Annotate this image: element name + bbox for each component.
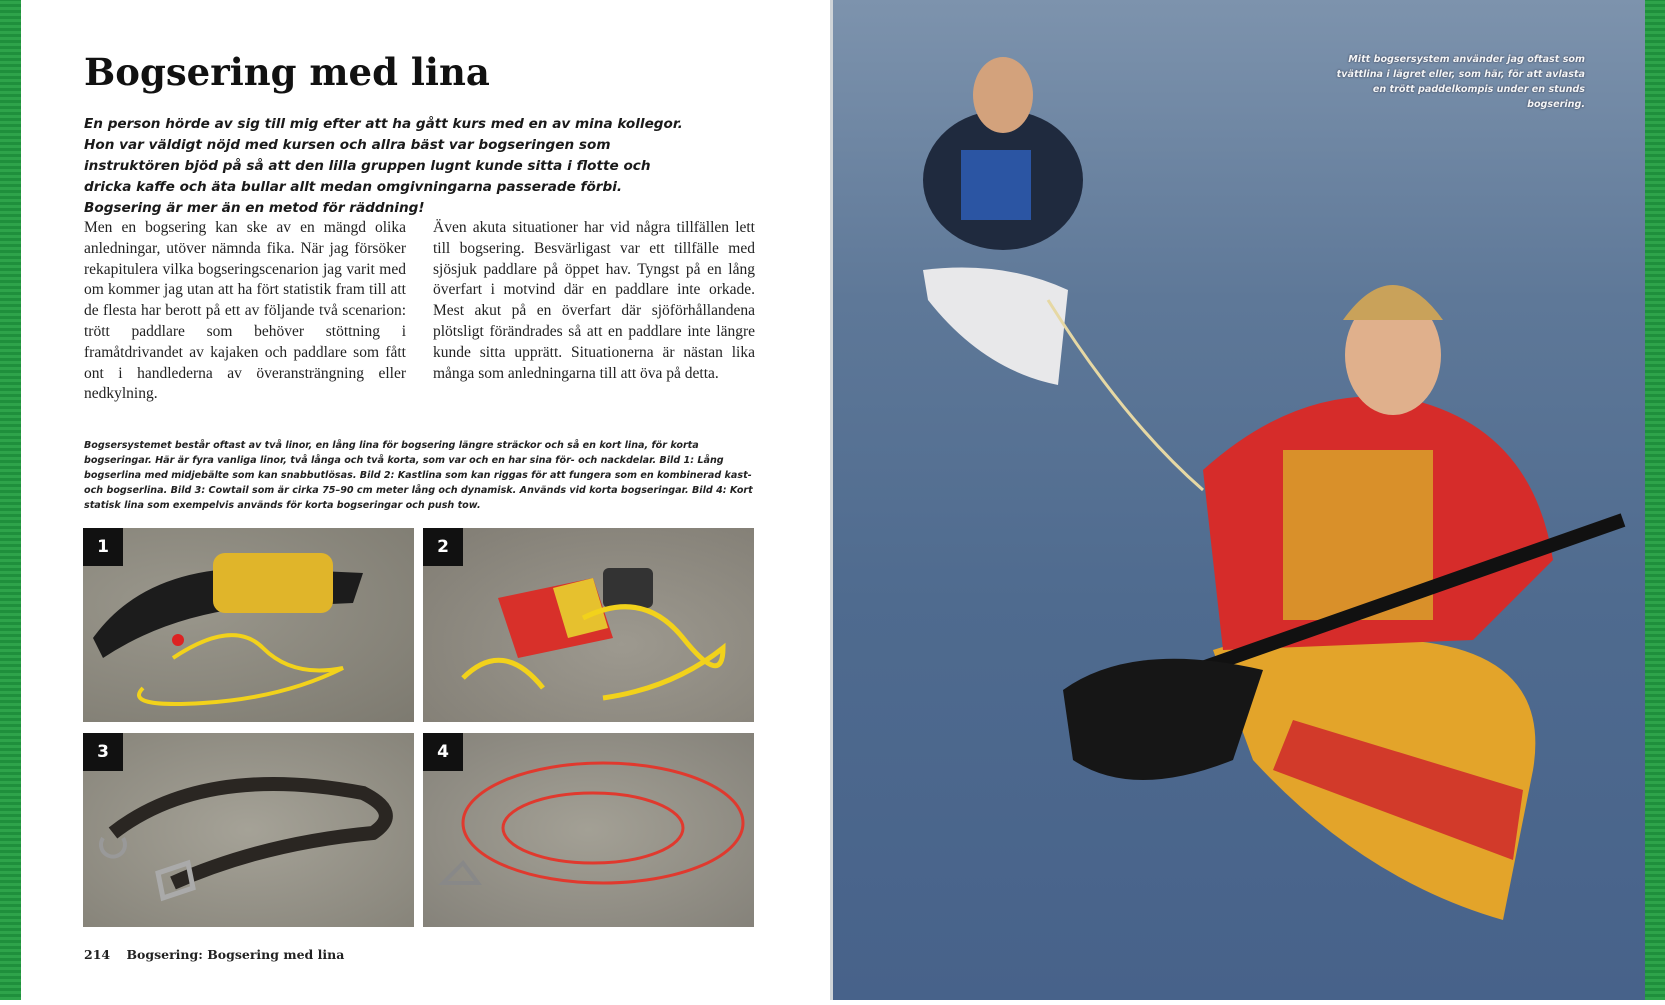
intro-paragraph: En person hörde av sig till mig efter att ha gått kurs med en av mina kollegor. Hon var väldigt nöjd med kursen och allra bäst var bogseringen som instruktören bjöd på så att den lilla gruppen lugnt kunde sitta i flotte och dricka kaffe och äta bullar allt medan omgivningarna passerade förbi. Bogsering är mer än en metod för räddning!: [84, 116, 683, 216]
body-column-2: Även akuta situationer har vid några tillfällen lett till bogsering. Besvärligast var ett tillfälle med sjösjuk paddlare på öppet hav. Tyngst på en lång överfart i motvind där en paddlare inte orkade. Mest akut på en överfart där sjöförhållandena plötsligt förändrades så att en paddlare inte längre kunde sitta upprätt. Situationerna är nästan lika många som anledningarna till att öva på detta.: [433, 219, 755, 382]
photo-number: 2: [423, 528, 463, 566]
tow-belt-illustration: [83, 528, 414, 722]
short-line-illustration: [423, 733, 754, 927]
photo-number: 4: [423, 733, 463, 771]
page-title: Bogsering med lina: [84, 50, 490, 94]
left-border: [0, 0, 21, 1000]
photo-caption-kayak: Mitt bogsersystem använder jag oftast som tvättlina i lägret eller, som här, för att avlasta en trött paddelkompis under en stunds bogsering.: [1336, 54, 1585, 110]
page-footer: [84, 947, 356, 962]
photo-number: 3: [83, 733, 123, 771]
running-head: Bogsering: Bogsering med lina: [126, 947, 345, 962]
photo-cowtail: [83, 733, 414, 927]
photo-tow-belt: [83, 528, 414, 722]
throw-bag-illustration: [423, 528, 754, 722]
kayak-towing-photo: [833, 0, 1645, 1000]
photo-throw-bag: [423, 528, 754, 722]
body-column-1: Men en bogsering kan ske av en mängd olika anledningar, utöver nämnda fika. När jag försöker rekapitulera vilka bogseringscenarion jag varit med om kommer jag utan att ha fört statistik fram till att de flesta har berott på ett av följande två scenarion: trött paddlare som behöver stöttning i framåtdrivandet av kajaken och paddlare som fått ont i handlederna av överansträngning eller nedkylning.: [84, 219, 406, 403]
right-border: [1645, 0, 1665, 1000]
page-number: 214: [84, 947, 111, 962]
photo-short-line: [423, 733, 754, 927]
photo-caption-equipment: Bogsersystemet består oftast av två linor, en lång lina för bogsering längre sträckor och så en kort lina, för korta bogseringar. Här är fyra vanliga linor, två långa och två korta, som var och en har sina för- och nackdelar. Bild 1: Lång bogserlina med midjebälte som kan snabbutlösas. Bild 2: Kastlina som kan riggas för att fungera som en kombinerad kast- och bogserlina. Bild 3: Cowtail som är cirka 75–90 cm meter lång och dynamisk. Används vid korta bogseringar. Bild 4: Kort statisk lina som exempelvis används för korta bogseringar och push tow.: [84, 440, 753, 511]
photo-number: 1: [83, 528, 123, 566]
cowtail-illustration: [83, 733, 414, 927]
kayak-scene-illustration: [833, 0, 1645, 1000]
